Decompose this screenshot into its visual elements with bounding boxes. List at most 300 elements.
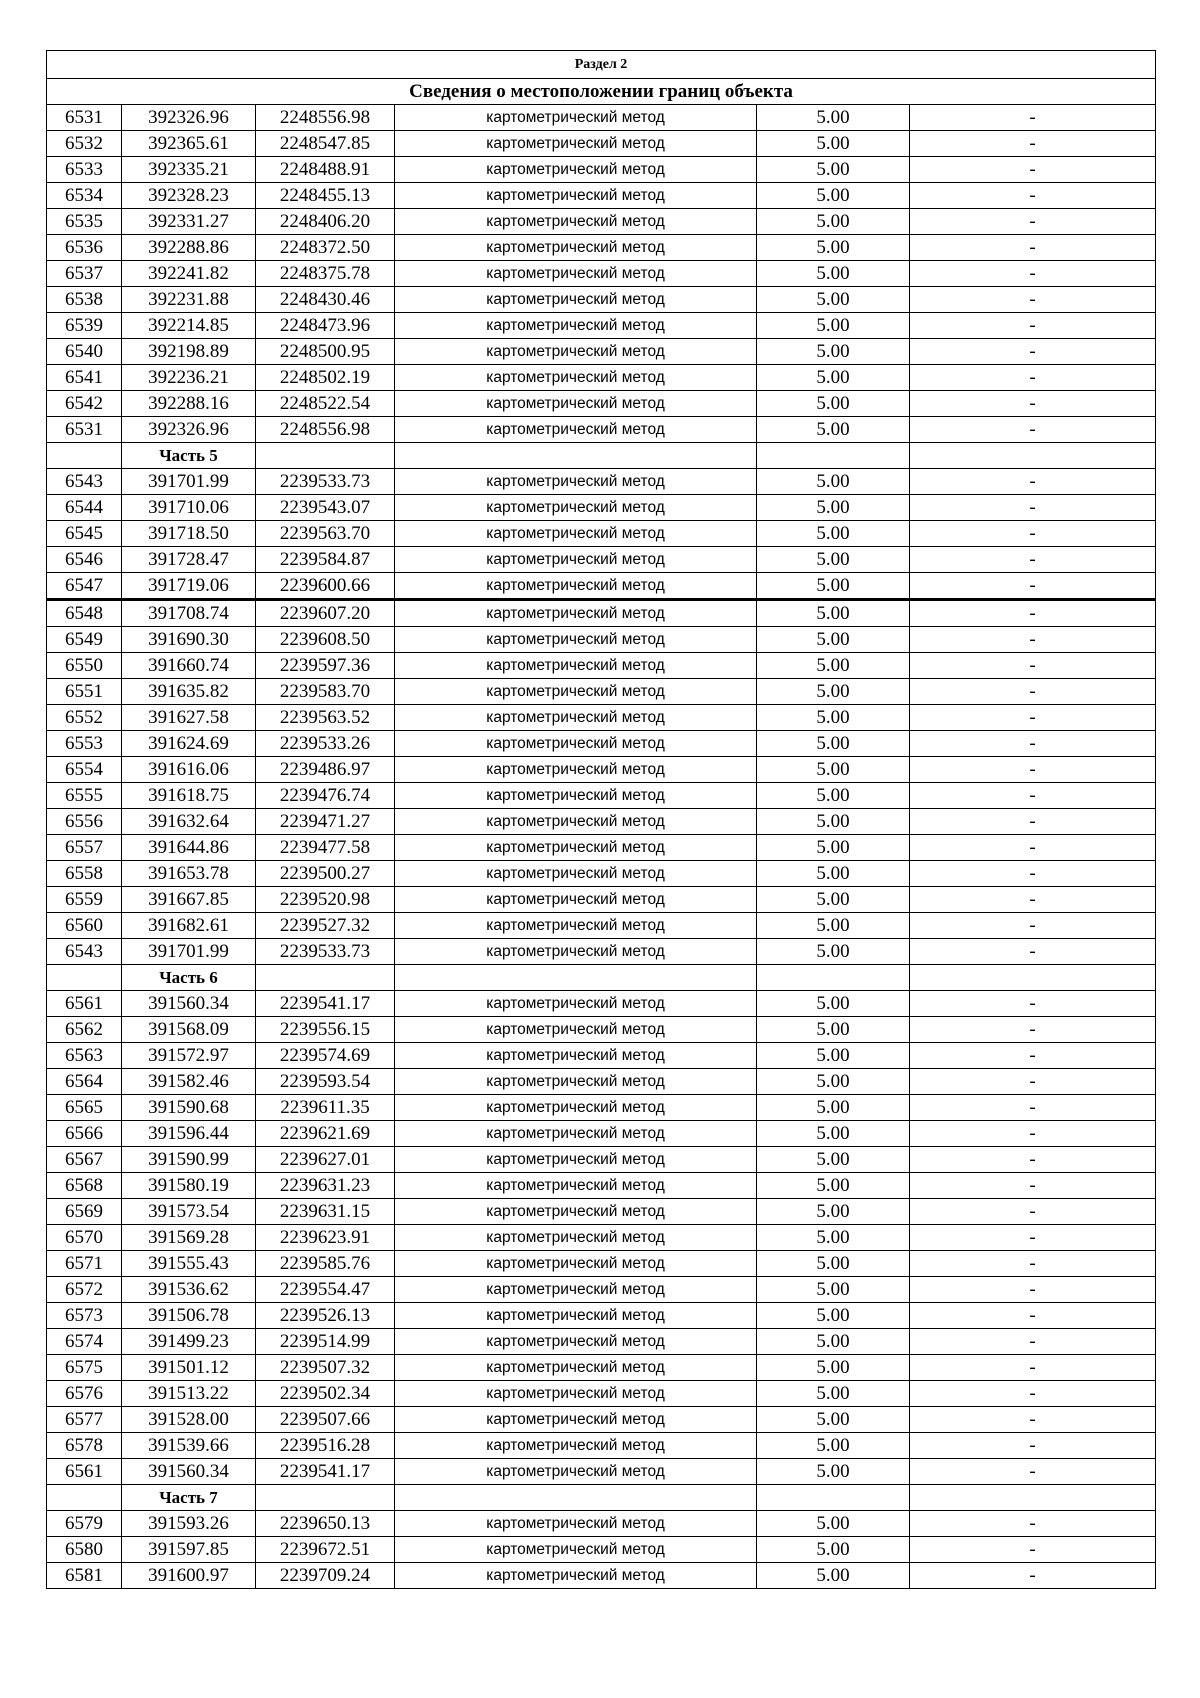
table-row [47, 1433, 1156, 1459]
method-cell: картометрический метод [395, 313, 757, 339]
point-number-cell: 6540 [47, 339, 122, 365]
point-number-cell: 6552 [47, 705, 122, 731]
point-number-cell: 6581 [47, 1563, 122, 1589]
point-number-cell: 6563 [47, 1043, 122, 1069]
method-cell: картометрический метод [395, 809, 757, 835]
table-row [47, 861, 1156, 887]
x-coordinate-cell: 391682.61 [122, 913, 256, 939]
table-row [47, 1303, 1156, 1329]
part-header-row [47, 965, 1156, 991]
x-coordinate-cell: 391690.30 [122, 627, 256, 653]
accuracy-cell: 5.00 [757, 1121, 910, 1147]
accuracy-cell: 5.00 [757, 1459, 910, 1485]
empty-cell [757, 1485, 910, 1511]
x-coordinate-cell: 392241.82 [122, 261, 256, 287]
note-cell: - [910, 627, 1156, 653]
table-row [47, 1355, 1156, 1381]
method-cell: картометрический метод [395, 939, 757, 965]
point-number-cell: 6548 [47, 600, 122, 627]
x-coordinate-cell: 391660.74 [122, 653, 256, 679]
method-cell: картометрический метод [395, 1173, 757, 1199]
point-number-cell: 6538 [47, 287, 122, 313]
table-row [47, 783, 1156, 809]
part-label: Часть 5 [122, 443, 256, 469]
method-cell: картометрический метод [395, 1407, 757, 1433]
point-number-cell: 6543 [47, 469, 122, 495]
method-cell: картометрический метод [395, 1381, 757, 1407]
x-coordinate-cell: 391616.06 [122, 757, 256, 783]
method-cell: картометрический метод [395, 1303, 757, 1329]
y-coordinate-cell: 2248375.78 [256, 261, 395, 287]
accuracy-cell: 5.00 [757, 105, 910, 131]
x-coordinate-cell: 391580.19 [122, 1173, 256, 1199]
point-number-cell: 6561 [47, 1459, 122, 1485]
y-coordinate-cell: 2239520.98 [256, 887, 395, 913]
x-coordinate-cell: 392335.21 [122, 157, 256, 183]
point-number-cell: 6534 [47, 183, 122, 209]
note-cell: - [910, 991, 1156, 1017]
y-coordinate-cell: 2239533.26 [256, 731, 395, 757]
y-coordinate-cell: 2239502.34 [256, 1381, 395, 1407]
point-number-cell: 6557 [47, 835, 122, 861]
method-cell: картометрический метод [395, 469, 757, 495]
y-coordinate-cell: 2248502.19 [256, 365, 395, 391]
point-number-cell: 6542 [47, 391, 122, 417]
table-row [47, 287, 1156, 313]
x-coordinate-cell: 392326.96 [122, 417, 256, 443]
y-coordinate-cell: 2239527.32 [256, 913, 395, 939]
method-cell: картометрический метод [395, 1563, 757, 1589]
y-coordinate-cell: 2239476.74 [256, 783, 395, 809]
table-row [47, 1251, 1156, 1277]
point-number-cell: 6541 [47, 365, 122, 391]
method-cell: картометрический метод [395, 1355, 757, 1381]
accuracy-cell: 5.00 [757, 339, 910, 365]
accuracy-cell: 5.00 [757, 1147, 910, 1173]
accuracy-cell: 5.00 [757, 391, 910, 417]
point-number-cell: 6579 [47, 1511, 122, 1537]
method-cell: картометрический метод [395, 600, 757, 627]
note-cell: - [910, 1043, 1156, 1069]
note-cell: - [910, 105, 1156, 131]
y-coordinate-cell: 2239600.66 [256, 573, 395, 600]
accuracy-cell: 5.00 [757, 731, 910, 757]
y-coordinate-cell: 2248556.98 [256, 417, 395, 443]
accuracy-cell: 5.00 [757, 1225, 910, 1251]
accuracy-cell: 5.00 [757, 1017, 910, 1043]
y-coordinate-cell: 2239554.47 [256, 1277, 395, 1303]
y-coordinate-cell: 2239584.87 [256, 547, 395, 573]
y-coordinate-cell: 2239623.91 [256, 1225, 395, 1251]
boundary-coordinates-table [46, 50, 1156, 1589]
table-row [47, 157, 1156, 183]
point-number-cell: 6539 [47, 313, 122, 339]
point-number-cell: 6547 [47, 573, 122, 600]
y-coordinate-cell: 2239621.69 [256, 1121, 395, 1147]
note-cell: - [910, 391, 1156, 417]
method-cell: картометрический метод [395, 339, 757, 365]
accuracy-cell: 5.00 [757, 209, 910, 235]
x-coordinate-cell: 391701.99 [122, 939, 256, 965]
note-cell: - [910, 1173, 1156, 1199]
note-cell: - [910, 1277, 1156, 1303]
x-coordinate-cell: 391539.66 [122, 1433, 256, 1459]
accuracy-cell: 5.00 [757, 1381, 910, 1407]
y-coordinate-cell: 2239556.15 [256, 1017, 395, 1043]
table-row [47, 627, 1156, 653]
accuracy-cell: 5.00 [757, 1511, 910, 1537]
note-cell: - [910, 1537, 1156, 1563]
x-coordinate-cell: 392288.86 [122, 235, 256, 261]
method-cell: картометрический метод [395, 261, 757, 287]
accuracy-cell: 5.00 [757, 1433, 910, 1459]
point-number-cell: 6535 [47, 209, 122, 235]
note-cell: - [910, 861, 1156, 887]
note-cell: - [910, 1251, 1156, 1277]
x-coordinate-cell: 391627.58 [122, 705, 256, 731]
x-coordinate-cell: 391632.64 [122, 809, 256, 835]
accuracy-cell: 5.00 [757, 261, 910, 287]
method-cell: картометрический метод [395, 1277, 757, 1303]
x-coordinate-cell: 391568.09 [122, 1017, 256, 1043]
part-header-row [47, 443, 1156, 469]
empty-cell [395, 965, 757, 991]
y-coordinate-cell: 2239516.28 [256, 1433, 395, 1459]
point-number-cell: 6559 [47, 887, 122, 913]
accuracy-cell: 5.00 [757, 547, 910, 573]
y-coordinate-cell: 2239650.13 [256, 1511, 395, 1537]
point-number-cell: 6569 [47, 1199, 122, 1225]
y-coordinate-cell: 2239627.01 [256, 1147, 395, 1173]
x-coordinate-cell: 391701.99 [122, 469, 256, 495]
method-cell: картометрический метод [395, 131, 757, 157]
method-cell: картометрический метод [395, 887, 757, 913]
accuracy-cell: 5.00 [757, 679, 910, 705]
note-cell: - [910, 573, 1156, 600]
accuracy-cell: 5.00 [757, 835, 910, 861]
y-coordinate-cell: 2239608.50 [256, 627, 395, 653]
method-cell: картометрический метод [395, 1225, 757, 1251]
table-row [47, 1407, 1156, 1433]
method-cell: картометрический метод [395, 365, 757, 391]
x-coordinate-cell: 392328.23 [122, 183, 256, 209]
method-cell: картометрический метод [395, 391, 757, 417]
empty-cell [256, 443, 395, 469]
note-cell: - [910, 913, 1156, 939]
y-coordinate-cell: 2239541.17 [256, 1459, 395, 1485]
accuracy-cell: 5.00 [757, 1173, 910, 1199]
table-row [47, 1043, 1156, 1069]
method-cell: картометрический метод [395, 705, 757, 731]
point-number-cell: 6531 [47, 417, 122, 443]
note-cell: - [910, 339, 1156, 365]
note-cell: - [910, 835, 1156, 861]
note-cell: - [910, 653, 1156, 679]
table-row [47, 339, 1156, 365]
note-cell: - [910, 1355, 1156, 1381]
table-row [47, 521, 1156, 547]
accuracy-cell: 5.00 [757, 861, 910, 887]
accuracy-cell: 5.00 [757, 469, 910, 495]
part-label: Часть 7 [122, 1485, 256, 1511]
y-coordinate-cell: 2248556.98 [256, 105, 395, 131]
table-row [47, 573, 1156, 600]
y-coordinate-cell: 2239597.36 [256, 653, 395, 679]
note-cell: - [910, 313, 1156, 339]
note-cell: - [910, 365, 1156, 391]
point-number-cell: 6580 [47, 1537, 122, 1563]
note-cell: - [910, 731, 1156, 757]
table-row [47, 469, 1156, 495]
x-coordinate-cell: 391590.68 [122, 1095, 256, 1121]
method-cell: картометрический метод [395, 783, 757, 809]
table-row [47, 1225, 1156, 1251]
y-coordinate-cell: 2248430.46 [256, 287, 395, 313]
table-row [47, 1381, 1156, 1407]
method-cell: картометрический метод [395, 157, 757, 183]
accuracy-cell: 5.00 [757, 913, 910, 939]
method-cell: картометрический метод [395, 1147, 757, 1173]
y-coordinate-cell: 2239607.20 [256, 600, 395, 627]
accuracy-cell: 5.00 [757, 1277, 910, 1303]
empty-cell [910, 443, 1156, 469]
accuracy-cell: 5.00 [757, 783, 910, 809]
accuracy-cell: 5.00 [757, 705, 910, 731]
point-number-cell: 6546 [47, 547, 122, 573]
note-cell: - [910, 1121, 1156, 1147]
point-number-cell: 6555 [47, 783, 122, 809]
accuracy-cell: 5.00 [757, 157, 910, 183]
y-coordinate-cell: 2239533.73 [256, 939, 395, 965]
x-coordinate-cell: 391653.78 [122, 861, 256, 887]
accuracy-cell: 5.00 [757, 887, 910, 913]
table-row [47, 1121, 1156, 1147]
note-cell: - [910, 809, 1156, 835]
accuracy-cell: 5.00 [757, 1329, 910, 1355]
point-number-cell: 6531 [47, 105, 122, 131]
section-header-row [47, 51, 1156, 79]
x-coordinate-cell: 392326.96 [122, 105, 256, 131]
table-row [47, 1017, 1156, 1043]
method-cell: картометрический метод [395, 627, 757, 653]
point-number-cell: 6544 [47, 495, 122, 521]
table-row [47, 939, 1156, 965]
y-coordinate-cell: 2239574.69 [256, 1043, 395, 1069]
y-coordinate-cell: 2239500.27 [256, 861, 395, 887]
note-cell: - [910, 887, 1156, 913]
point-number-cell: 6532 [47, 131, 122, 157]
x-coordinate-cell: 391718.50 [122, 521, 256, 547]
point-number-cell: 6536 [47, 235, 122, 261]
method-cell: картометрический метод [395, 1095, 757, 1121]
part-label: Часть 6 [122, 965, 256, 991]
method-cell: картометрический метод [395, 183, 757, 209]
y-coordinate-cell: 2239563.70 [256, 521, 395, 547]
table-row [47, 913, 1156, 939]
method-cell: картометрический метод [395, 521, 757, 547]
accuracy-cell: 5.00 [757, 1251, 910, 1277]
accuracy-cell: 5.00 [757, 1407, 910, 1433]
x-coordinate-cell: 392231.88 [122, 287, 256, 313]
point-number-cell: 6554 [47, 757, 122, 783]
point-number-cell: 6550 [47, 653, 122, 679]
x-coordinate-cell: 391501.12 [122, 1355, 256, 1381]
table-row [47, 757, 1156, 783]
x-coordinate-cell: 391667.85 [122, 887, 256, 913]
x-coordinate-cell: 391728.47 [122, 547, 256, 573]
x-coordinate-cell: 391644.86 [122, 835, 256, 861]
note-cell: - [910, 495, 1156, 521]
x-coordinate-cell: 392288.16 [122, 391, 256, 417]
method-cell: картометрический метод [395, 235, 757, 261]
x-coordinate-cell: 391513.22 [122, 1381, 256, 1407]
method-cell: картометрический метод [395, 1017, 757, 1043]
table-row [47, 235, 1156, 261]
note-cell: - [910, 1303, 1156, 1329]
x-coordinate-cell: 391582.46 [122, 1069, 256, 1095]
x-coordinate-cell: 391708.74 [122, 600, 256, 627]
accuracy-cell: 5.00 [757, 521, 910, 547]
note-cell: - [910, 939, 1156, 965]
point-number-cell: 6558 [47, 861, 122, 887]
note-cell: - [910, 679, 1156, 705]
table-body [47, 51, 1156, 1589]
x-coordinate-cell: 392236.21 [122, 365, 256, 391]
note-cell: - [910, 287, 1156, 313]
point-number-cell: 6533 [47, 157, 122, 183]
table-row [47, 1095, 1156, 1121]
note-cell: - [910, 1407, 1156, 1433]
x-coordinate-cell: 391624.69 [122, 731, 256, 757]
y-coordinate-cell: 2248473.96 [256, 313, 395, 339]
table-row [47, 1147, 1156, 1173]
x-coordinate-cell: 392331.27 [122, 209, 256, 235]
accuracy-cell: 5.00 [757, 313, 910, 339]
table-row [47, 547, 1156, 573]
point-number-cell: 6561 [47, 991, 122, 1017]
point-number-cell: 6572 [47, 1277, 122, 1303]
note-cell: - [910, 183, 1156, 209]
note-cell: - [910, 1459, 1156, 1485]
point-number-cell: 6568 [47, 1173, 122, 1199]
method-cell: картометрический метод [395, 913, 757, 939]
method-cell: картометрический метод [395, 495, 757, 521]
method-cell: картометрический метод [395, 1199, 757, 1225]
method-cell: картометрический метод [395, 1121, 757, 1147]
y-coordinate-cell: 2239543.07 [256, 495, 395, 521]
method-cell: картометрический метод [395, 1329, 757, 1355]
x-coordinate-cell: 391573.54 [122, 1199, 256, 1225]
y-coordinate-cell: 2248488.91 [256, 157, 395, 183]
empty-cell [395, 1485, 757, 1511]
point-number-cell: 6560 [47, 913, 122, 939]
empty-cell [47, 443, 122, 469]
x-coordinate-cell: 392365.61 [122, 131, 256, 157]
accuracy-cell: 5.00 [757, 809, 910, 835]
note-cell: - [910, 521, 1156, 547]
point-number-cell: 6566 [47, 1121, 122, 1147]
empty-cell [910, 1485, 1156, 1511]
point-number-cell: 6574 [47, 1329, 122, 1355]
y-coordinate-cell: 2239585.76 [256, 1251, 395, 1277]
note-cell: - [910, 235, 1156, 261]
table-row [47, 1069, 1156, 1095]
point-number-cell: 6551 [47, 679, 122, 705]
point-number-cell: 6543 [47, 939, 122, 965]
x-coordinate-cell: 391569.28 [122, 1225, 256, 1251]
accuracy-cell: 5.00 [757, 1095, 910, 1121]
accuracy-cell: 5.00 [757, 495, 910, 521]
x-coordinate-cell: 391572.97 [122, 1043, 256, 1069]
note-cell: - [910, 1095, 1156, 1121]
y-coordinate-cell: 2239563.52 [256, 705, 395, 731]
y-coordinate-cell: 2239611.35 [256, 1095, 395, 1121]
method-cell: картометрический метод [395, 287, 757, 313]
accuracy-cell: 5.00 [757, 1303, 910, 1329]
accuracy-cell: 5.00 [757, 235, 910, 261]
x-coordinate-cell: 391618.75 [122, 783, 256, 809]
y-coordinate-cell: 2248455.13 [256, 183, 395, 209]
method-cell: картометрический метод [395, 835, 757, 861]
table-row [47, 313, 1156, 339]
table-row [47, 365, 1156, 391]
table-row [47, 209, 1156, 235]
y-coordinate-cell: 2239477.58 [256, 835, 395, 861]
x-coordinate-cell: 391710.06 [122, 495, 256, 521]
y-coordinate-cell: 2239631.15 [256, 1199, 395, 1225]
table-row [47, 887, 1156, 913]
note-cell: - [910, 1017, 1156, 1043]
note-cell: - [910, 1433, 1156, 1459]
point-number-cell: 6556 [47, 809, 122, 835]
part-header-row [47, 1485, 1156, 1511]
table-row [47, 105, 1156, 131]
note-cell: - [910, 1199, 1156, 1225]
accuracy-cell: 5.00 [757, 627, 910, 653]
y-coordinate-cell: 2239541.17 [256, 991, 395, 1017]
note-cell: - [910, 261, 1156, 287]
y-coordinate-cell: 2239507.66 [256, 1407, 395, 1433]
note-cell: - [910, 1511, 1156, 1537]
table-row [47, 731, 1156, 757]
note-cell: - [910, 417, 1156, 443]
method-cell: картометрический метод [395, 547, 757, 573]
note-cell: - [910, 783, 1156, 809]
method-cell: картометрический метод [395, 1251, 757, 1277]
table-row [47, 417, 1156, 443]
x-coordinate-cell: 391635.82 [122, 679, 256, 705]
accuracy-cell: 5.00 [757, 1043, 910, 1069]
y-coordinate-cell: 2239672.51 [256, 1537, 395, 1563]
y-coordinate-cell: 2248406.20 [256, 209, 395, 235]
accuracy-cell: 5.00 [757, 573, 910, 600]
table-row [47, 679, 1156, 705]
x-coordinate-cell: 391555.43 [122, 1251, 256, 1277]
x-coordinate-cell: 392198.89 [122, 339, 256, 365]
method-cell: картометрический метод [395, 757, 757, 783]
method-cell: картометрический метод [395, 731, 757, 757]
method-cell: картометрический метод [395, 1459, 757, 1485]
note-cell: - [910, 209, 1156, 235]
table-row [47, 1277, 1156, 1303]
method-cell: картометрический метод [395, 209, 757, 235]
method-cell: картометрический метод [395, 1511, 757, 1537]
y-coordinate-cell: 2248372.50 [256, 235, 395, 261]
x-coordinate-cell: 391597.85 [122, 1537, 256, 1563]
method-cell: картометрический метод [395, 1069, 757, 1095]
accuracy-cell: 5.00 [757, 600, 910, 627]
point-number-cell: 6571 [47, 1251, 122, 1277]
